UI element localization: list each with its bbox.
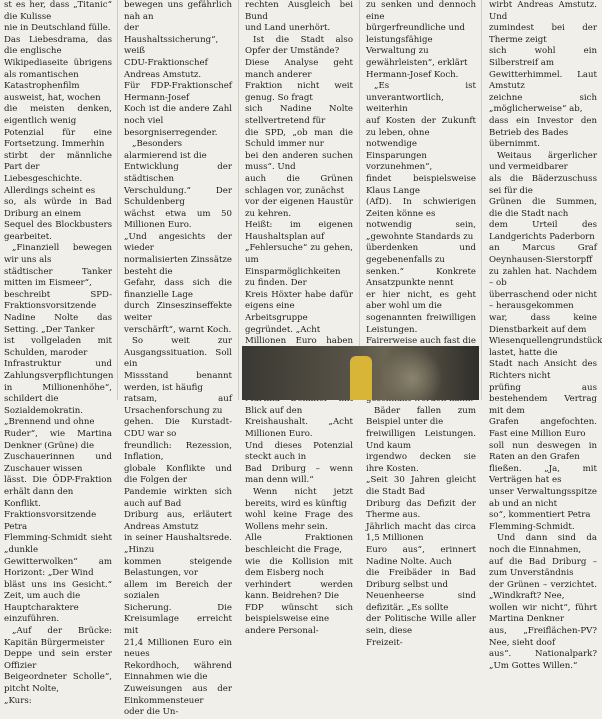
paragraph: Weitaus ärgerlicher und vermeidbarer als die Bäderzuschuss sei für die Grünen die Summen, die die Stadt nach dem Urteil des Landgerichts Paderborn an Marcus Graf Oeynhausen-Sierstorpff zu zahlen hat. Nachdem – ob überraschend oder nicht – herausgekommen war, dass keine Dienstbarkeit auf dem Wiesenquellengrundstück lastet, hatte die Stadt nach Ansicht des Richters nicht prüfing aus bestehendem Vertrag mit dem Grafen angefochten. Fast eine Million Euro soll nun deswegen in Raten an den Grafen fließen. „Ja, mit Verträgen hat es unser Verwaltungsspitze ab und an nicht so“, kommentiert Petra Flemming-Schmidt. xyxy=(489,150,602,532)
column-divider xyxy=(117,0,118,400)
paragraph: „Es ist unverantwortlich, weiterhin auf Kosten der Zukunft zu leben, ohne notwendige Einsparungen vorzunehmen“, findet beispielsweise Klaus Lange (AfD). In schwierigen Zeiten könne es notwendig sein, „gewohnte Standards zu überdenken und gegebenenfalls zu senken.“ Konkrete Ansatzpunkte nennt er hier nicht, es geht aber wohl um die sogenannten freiwilligen Leistungen. Fairerweise auch fast die xyxy=(366,81,476,347)
paragraph: Bäder fallen zum Beispiel unter die freiwilligen Leistungen. Und kaum irgendwo decken sie ihre Kosten. „Seit 30 Jahren gleicht die Stadt Bad Driburg das Defizit der Therme aus. Jährlich macht das circa 1,5 Millionen Euro aus“, erinnert Nadine Nolte. Auch die Freibäder in Bad Driburg selbst und Neuenheerse sind defizitär. „Es sollte der Politische Wille aller sein, diese Freizeit- xyxy=(366,405,476,648)
paragraph: rechten Ausgleich bei Bund und Land unerhört. xyxy=(245,0,353,34)
paragraph: „Finanziell bewegen wir uns als städtischer Tanker mitten im Eismeer“, beschreibt SPD-Fraktionsvorsitzende Nadine Nolte das Setting. „Der Tanker ist vollgeladen mit Schulden, maroder Infrastruktur und Zahlungsverpflichtungen in Millionenhöhe“, schildert die Sozialdemokratin. „Brennend und ohne Ruder“, wie Martina Denkner (Grüne) die Zuschauerinnen und Zuschauer wissen lässt. Die ÖDP-Fraktion erhält dann den Konflikt. Fraktionsvorsitzende Petra Flemming-Schmidt sieht „dunkle Gewitterwolken“ am Horizont: „Der Wind bläst uns ins Gesicht.“ Zeit, um auch die Hauptcharaktere einzuführen. xyxy=(4,243,114,625)
photo-yellow-figure xyxy=(350,356,372,400)
paragraph: Wenn nicht jetzt bereits, wird es künftig wohl keine Frage des Wollens mehr sein. Alle Fraktionen beschleicht die Frage, wie die Kollision mit dem Eisberg noch verhindert werden kann. Beidrehen? Die FDP wünscht sich beispielsweise eine andere Personal- xyxy=(245,486,353,637)
paragraph: st es her, dass „Titanic“ die Kulisse nie in Deutschland fülle. Das Liebesdrama, das die englische Wikipediaseite übrigens als romantischen Katastrophenfilm ausweist, hat, wochen die meisten denken, eigentlich wenig Potenzial für eine Fortsetzung. Immerhin stirbt der männliche Part der Liebesgeschichte. Allerdings scheint es so, als würde in Bad Driburg an einem Sequel des Blockbusters gearbeitet. xyxy=(4,0,112,242)
photo-highlight xyxy=(382,346,442,400)
paragraph: wirbt Andreas Amstutz. Und zumindest bei der Therme zeigt sich wohl ein Silberstreif am Gewitterhimmel. Laut Amstutz zeichne sich „möglicherweise“ ab, dass ein Investor den Betrieb des Bades übernimmt. xyxy=(489,0,597,150)
paragraph: zu senken und dennoch eine bürgerfreundliche und leistungsfähige Verwaltung zu gewährleisten“, erklärt Hermann-Josef Koch. xyxy=(366,0,476,80)
article-column-1 xyxy=(0,0,114,706)
paragraph: Und dann sind da noch die Einnahmen, auf die Bad Driburg – zum Unverständnis der Grünen – verzichtet. „Windkraft? Nee, wollen wir nicht“, führt Martina Denkner aus, „Freiflächen-PV? Nee, sieht doof aus“. Nationalpark? „Um Gottes Willen.“ xyxy=(489,533,597,671)
article-column-3 xyxy=(242,0,356,637)
article-column-5 xyxy=(485,0,602,671)
paragraph: bewegen uns gefährlich nah an der Haushaltssicherung“, weiß CDU-Fraktionschef Andreas Amstutz. Für FDP-Fraktionschef Hermann-Josef Koch ist die andere Zahl noch viel besorgniserregender. xyxy=(124,0,232,138)
paragraph: So weit zur Ausgangssituation. Soll ein Missstand benannt werden, ist häufig ratsam, auf Ursachenforschung zu gehen. Die Kurstadt-CDU war so freundlich: Rezession, Inflation, globale Konflikte und die Folgen der Pandemie wirkten sich auch auf Bad Driburg aus, erläutert Andreas Amstutz in seiner Haushaltsrede. „Hinzu kommen steigende Belastungen, vor allem im Bereich der sozialen Sicherung. Die Kreisumlage erreicht mit 21,4 Millionen Euro ein neues Rekordhoch, während Einnahmen wie die Zuweisungen aus der Einkommensteuer oder die Un- xyxy=(124,336,232,718)
column-divider xyxy=(238,0,239,400)
paragraph: Ist die Stadt also Opfer der Umstände? Diese Analyse geht manch anderer Fraktion nicht weit genug. So fragt sich Nadine Nolte stellvertretend für die SPD, „ob man die Schuld immer nur bei den anderen suchen muss“. Und auch die Grünen schlagen vor, zunächst vor der eigenen Haustür zu kehren. Heißt: im eigenen Haushaltsplan auf „Fehlersuche“ zu gehen, um Einsparmöglichkeiten zu finden. Der Kreis Höxter habe dafür eigens eine Arbeitsgruppe gegründet. „Acht Millionen Euro haben Blick auf den Kreishaushalt. „Acht Millionen Euro. Und dieses Potenzial steckt auch in Bad Driburg – wenn man denn will.“ xyxy=(245,34,353,486)
article-column-4 xyxy=(363,0,479,648)
article-photo xyxy=(242,346,479,400)
paragraph: „Auf der Brücke: Kapitän Bürgermeister Deppe und sein erster Offizier Beigeordneter Scholle“, pitcht Nolte, „Kurs: xyxy=(4,626,112,706)
paragraph: „Besonders alarmierend ist die Entwicklung der städtischen Verschuldung.“ Der Schuldenberg wächst etwa um 50 Millionen Euro. „Und angesichts der wieder normalisierten Zinssätze besteht die Gefahr, dass sich die finanzielle Lage durch Zinseszinseffekte weiter verschärft“, warnt Koch. xyxy=(124,139,233,335)
column-divider xyxy=(359,0,360,400)
article-column-2 xyxy=(121,0,235,718)
column-divider xyxy=(481,0,482,400)
